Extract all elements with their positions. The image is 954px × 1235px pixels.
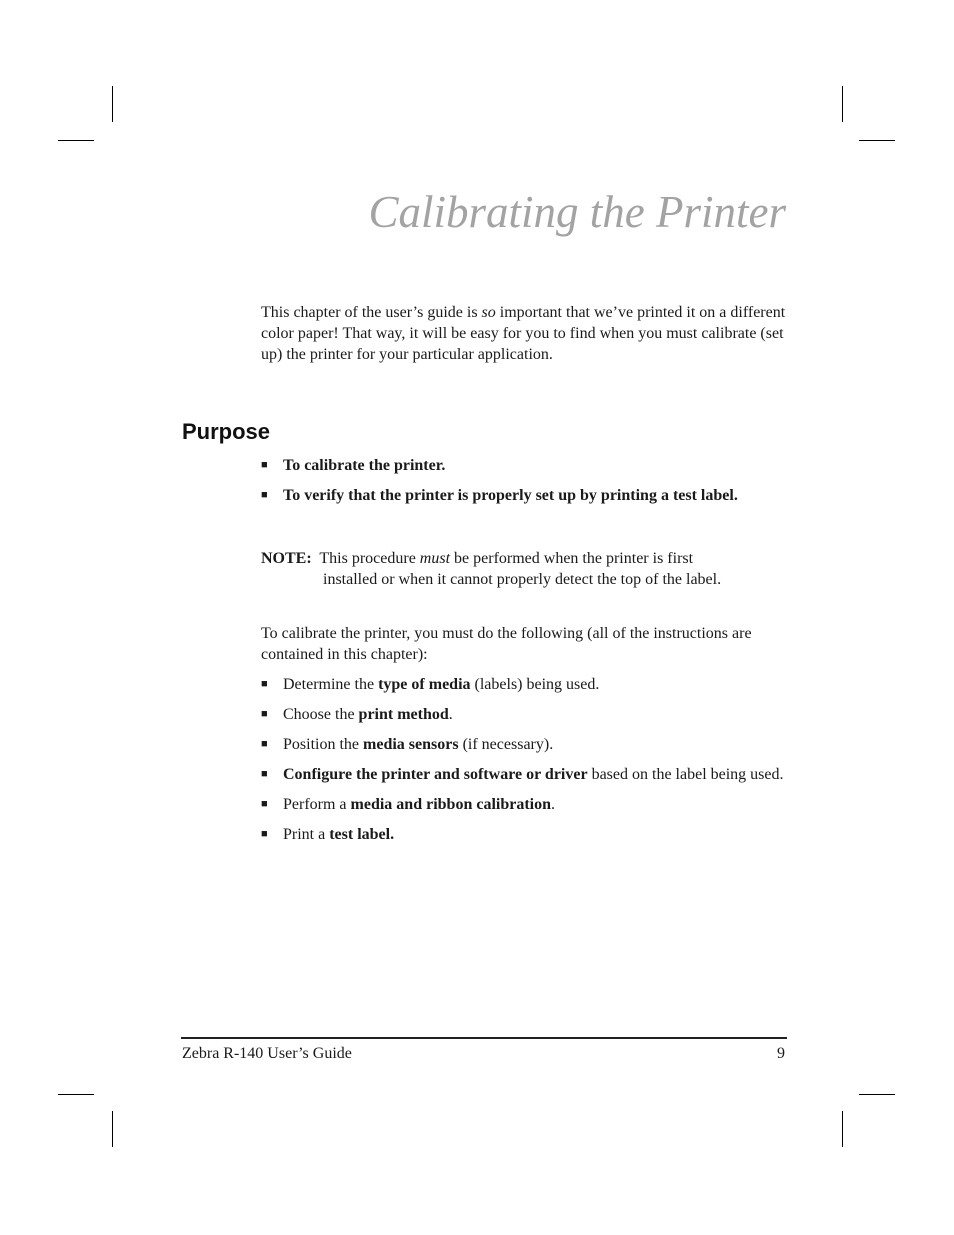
- purpose-item-text: To verify that the printer is properly set up by printing a test label.: [283, 487, 738, 504]
- step-text: Print a: [283, 826, 330, 843]
- note-emphasis: must: [419, 550, 451, 567]
- bullet-icon: ■: [261, 828, 268, 840]
- note-text-end: be performed when the printer is first: [450, 550, 694, 567]
- step-bold-text: Configure the printer and software or driver: [283, 766, 588, 783]
- step-bold-text: test label.: [329, 826, 395, 843]
- bullet-icon: ■: [261, 678, 268, 690]
- crop-mark-top-right-vertical: [842, 86, 843, 122]
- step-bold-text: media and ribbon calibration: [350, 796, 552, 813]
- instruction-step: [261, 675, 796, 694]
- note-second-line: installed or when it cannot properly detect the top of the label.: [323, 571, 722, 588]
- bullet-icon: ■: [261, 768, 268, 780]
- step-bold-text: type of media: [378, 676, 471, 693]
- step-text-end: based on the label being used.: [587, 766, 784, 783]
- note-block: [261, 548, 791, 590]
- intro-emphasis: so: [481, 304, 496, 321]
- bullet-icon: ■: [261, 708, 268, 720]
- intro-paragraph: [261, 302, 791, 365]
- step-text: Position the: [283, 736, 364, 753]
- step-text: Determine the: [283, 676, 379, 693]
- step-text-end: (labels) being used.: [470, 676, 600, 693]
- note-text-start: This procedure: [311, 550, 420, 567]
- step-text-end: (if necessary).: [458, 736, 554, 753]
- instruction-steps-list: [261, 675, 796, 844]
- instruction-step: [261, 735, 796, 754]
- crop-mark-bottom-right-horizontal: [859, 1094, 895, 1095]
- step-bold-text: media sensors: [363, 736, 459, 753]
- intro-text-start: This chapter of the user’s guide is: [261, 304, 482, 321]
- purpose-item: [261, 456, 796, 475]
- crop-mark-top-right-horizontal: [859, 140, 895, 141]
- purpose-item: [261, 486, 796, 505]
- bullet-icon: ■: [261, 738, 268, 750]
- crop-mark-top-left-vertical: [112, 86, 113, 122]
- footer-page-number: 9: [777, 1045, 785, 1062]
- instructions-intro: To calibrate the printer, you must do the following (all of the instructions are contained in this chapter):: [261, 625, 752, 663]
- purpose-item-text: To calibrate the printer.: [283, 457, 446, 474]
- step-bold-text: print method: [358, 706, 449, 723]
- footer-rule: [181, 1037, 787, 1039]
- step-text-end: .: [448, 706, 453, 723]
- bullet-icon: ■: [261, 459, 268, 471]
- crop-mark-top-left-horizontal: [58, 140, 94, 141]
- intro-text-end: important that we’ve printed it on a different color paper! That way, it will be easy for you to find when you must calibrate (set up) the printer for your particular application.: [261, 304, 786, 363]
- bullet-icon: ■: [261, 798, 268, 810]
- step-text: Choose the: [283, 706, 359, 723]
- footer-guide-name: Zebra R-140 User’s Guide: [182, 1045, 352, 1062]
- crop-mark-bottom-left-horizontal: [58, 1094, 94, 1095]
- step-text: Perform a: [283, 796, 351, 813]
- instruction-step: [261, 825, 796, 844]
- instruction-step: [261, 795, 796, 814]
- crop-mark-bottom-right-vertical: [842, 1111, 843, 1147]
- instruction-step: [261, 765, 796, 784]
- purpose-list: [261, 456, 796, 505]
- note-label: NOTE:: [261, 550, 312, 567]
- instruction-step: [261, 705, 796, 724]
- crop-mark-bottom-left-vertical: [112, 1111, 113, 1147]
- step-text-end: .: [551, 796, 556, 813]
- chapter-title: Calibrating the Printer: [368, 187, 786, 237]
- section-heading-purpose: Purpose: [182, 419, 271, 444]
- bullet-icon: ■: [261, 489, 268, 501]
